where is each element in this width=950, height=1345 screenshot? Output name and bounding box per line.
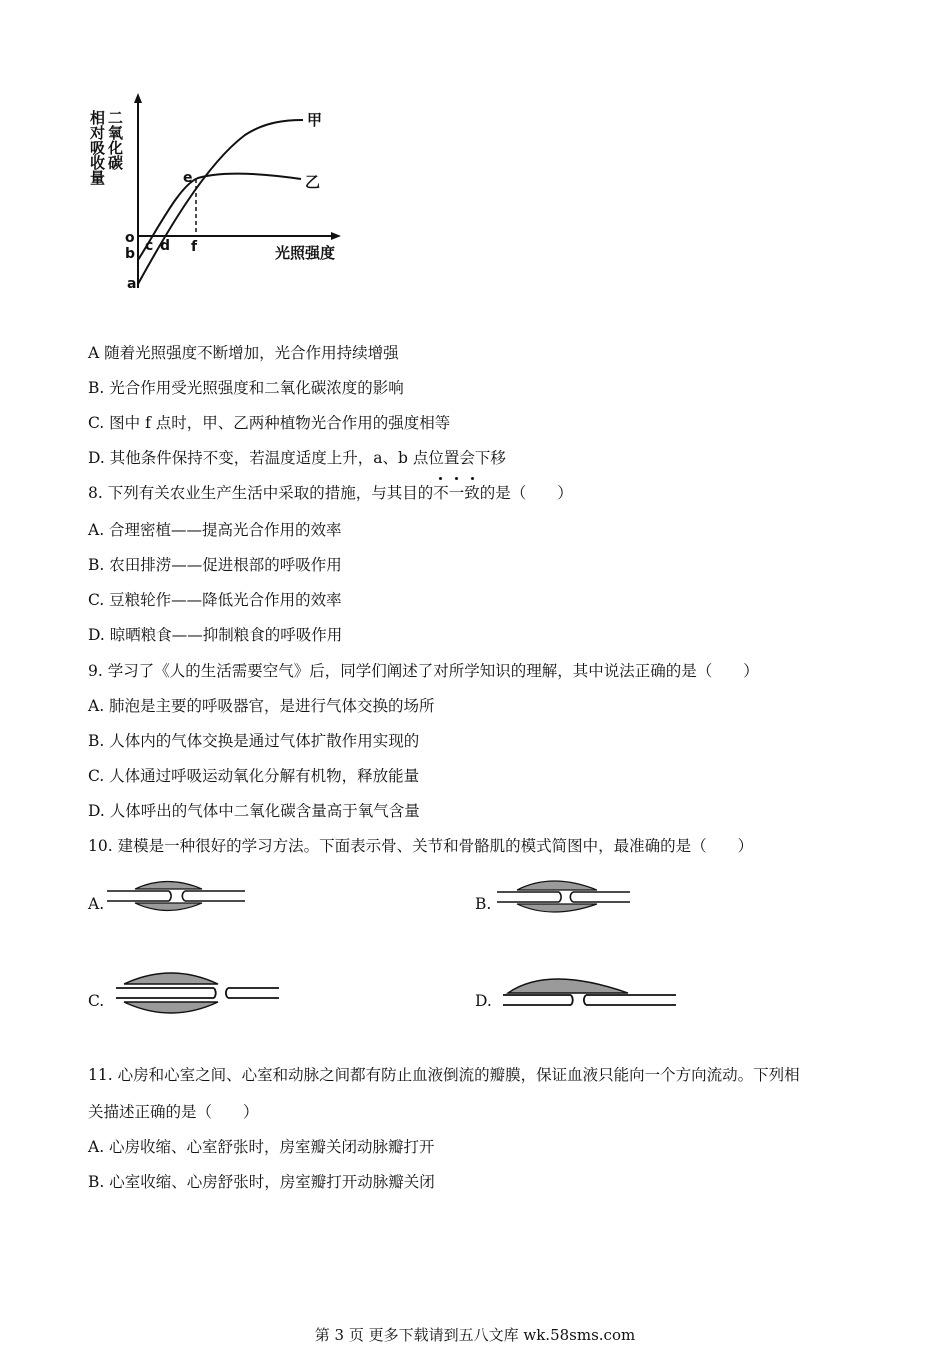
q7-option-c: C. 图中 f 点时，甲、乙两种植物光合作用的强度相等: [88, 414, 451, 432]
page-footer: 第 3 页 更多下载请到五八文库 wk.58sms.com: [314, 1326, 636, 1344]
point-f: f: [191, 239, 198, 255]
q10-option-c-diagram: [116, 958, 281, 1028]
q8-option-b: B. 农田排涝——促进根部的呼吸作用: [88, 556, 342, 574]
emphasis-char: 不: [433, 481, 449, 503]
q10-stem: 10. 建模是一种很好的学习方法。下面表示骨、关节和骨骼肌的模式简图中，最准确的是（ ）: [88, 837, 754, 855]
q7-option-d: D. 其他条件保持不变，若温度适度上升，a、b 点位置会下移: [88, 449, 506, 467]
y-axis-label-col2: 相对吸收量: [88, 110, 106, 185]
q7-option-a: A 随着光照强度不断增加，光合作用持续增强: [88, 344, 399, 362]
q9-option-a: A. 肺泡是主要的呼吸器官，是进行气体交换的场所: [88, 697, 435, 715]
point-a: a: [127, 276, 137, 292]
x-axis-label: 光照强度: [275, 244, 336, 262]
point-d: d: [160, 238, 171, 254]
q8-option-d: D. 晾晒粮食——抑制粮食的呼吸作用: [88, 626, 343, 644]
q9-option-c: C. 人体通过呼吸运动氧化分解有机物，释放能量: [88, 767, 420, 785]
q10-option-d-diagram: [503, 965, 678, 1025]
photosynthesis-graph: [85, 75, 370, 305]
q11-stem-line1: 11. 心房和心室之间、心室和动脉之间都有防止血液倒流的瓣膜，保证血液只能向一个方向流动。下列相: [88, 1066, 800, 1084]
q11-stem-line2: 关描述正确的是（ ）: [88, 1103, 259, 1121]
point-e: e: [183, 170, 193, 186]
q7-option-b: B. 光合作用受光照强度和二氧化碳浓度的影响: [88, 379, 404, 397]
q10-option-a-label: A.: [88, 895, 105, 913]
point-b: b: [125, 246, 136, 262]
q11-option-a: A. 心房收缩、心室舒张时，房室瓣关闭动脉瓣打开: [88, 1138, 435, 1156]
q9-stem: 9. 学习了《人的生活需要空气》后，同学们阐述了对所学知识的理解，其中说法正确的是（ ）: [88, 662, 759, 680]
y-axis-label-col1: 二氧化碳: [106, 110, 124, 170]
curve-yi-label: 乙: [305, 173, 321, 191]
q8-option-a: A. 合理密植——提高光合作用的效率: [88, 521, 342, 539]
q9-option-b: B. 人体内的气体交换是通过气体扩散作用实现的: [88, 732, 420, 750]
q11-option-b: B. 心室收缩、心房舒张时，房室瓣打开动脉瓣关闭: [88, 1173, 435, 1191]
q10-option-b-label: B.: [475, 895, 492, 913]
q10-option-c-label: C.: [88, 992, 105, 1010]
point-c: c: [145, 238, 154, 254]
q9-option-d: D. 人体呼出的气体中二氧化碳含量高于氧气含量: [88, 802, 420, 820]
curve-jia-label: 甲: [307, 111, 323, 129]
q10-option-b-diagram: [497, 872, 632, 922]
q10-option-a-diagram: [107, 872, 247, 922]
emphasis-char: 致: [464, 481, 480, 503]
point-o: o: [125, 230, 135, 246]
q8-stem: 8. 下列有关农业生产生活中采取的措施，与其目的不一致的是（ ）: [88, 481, 573, 503]
q10-option-d-label: D.: [475, 992, 492, 1010]
emphasis-char: 一: [449, 481, 465, 503]
q8-option-c: C. 豆粮轮作——降低光合作用的效率: [88, 591, 342, 609]
